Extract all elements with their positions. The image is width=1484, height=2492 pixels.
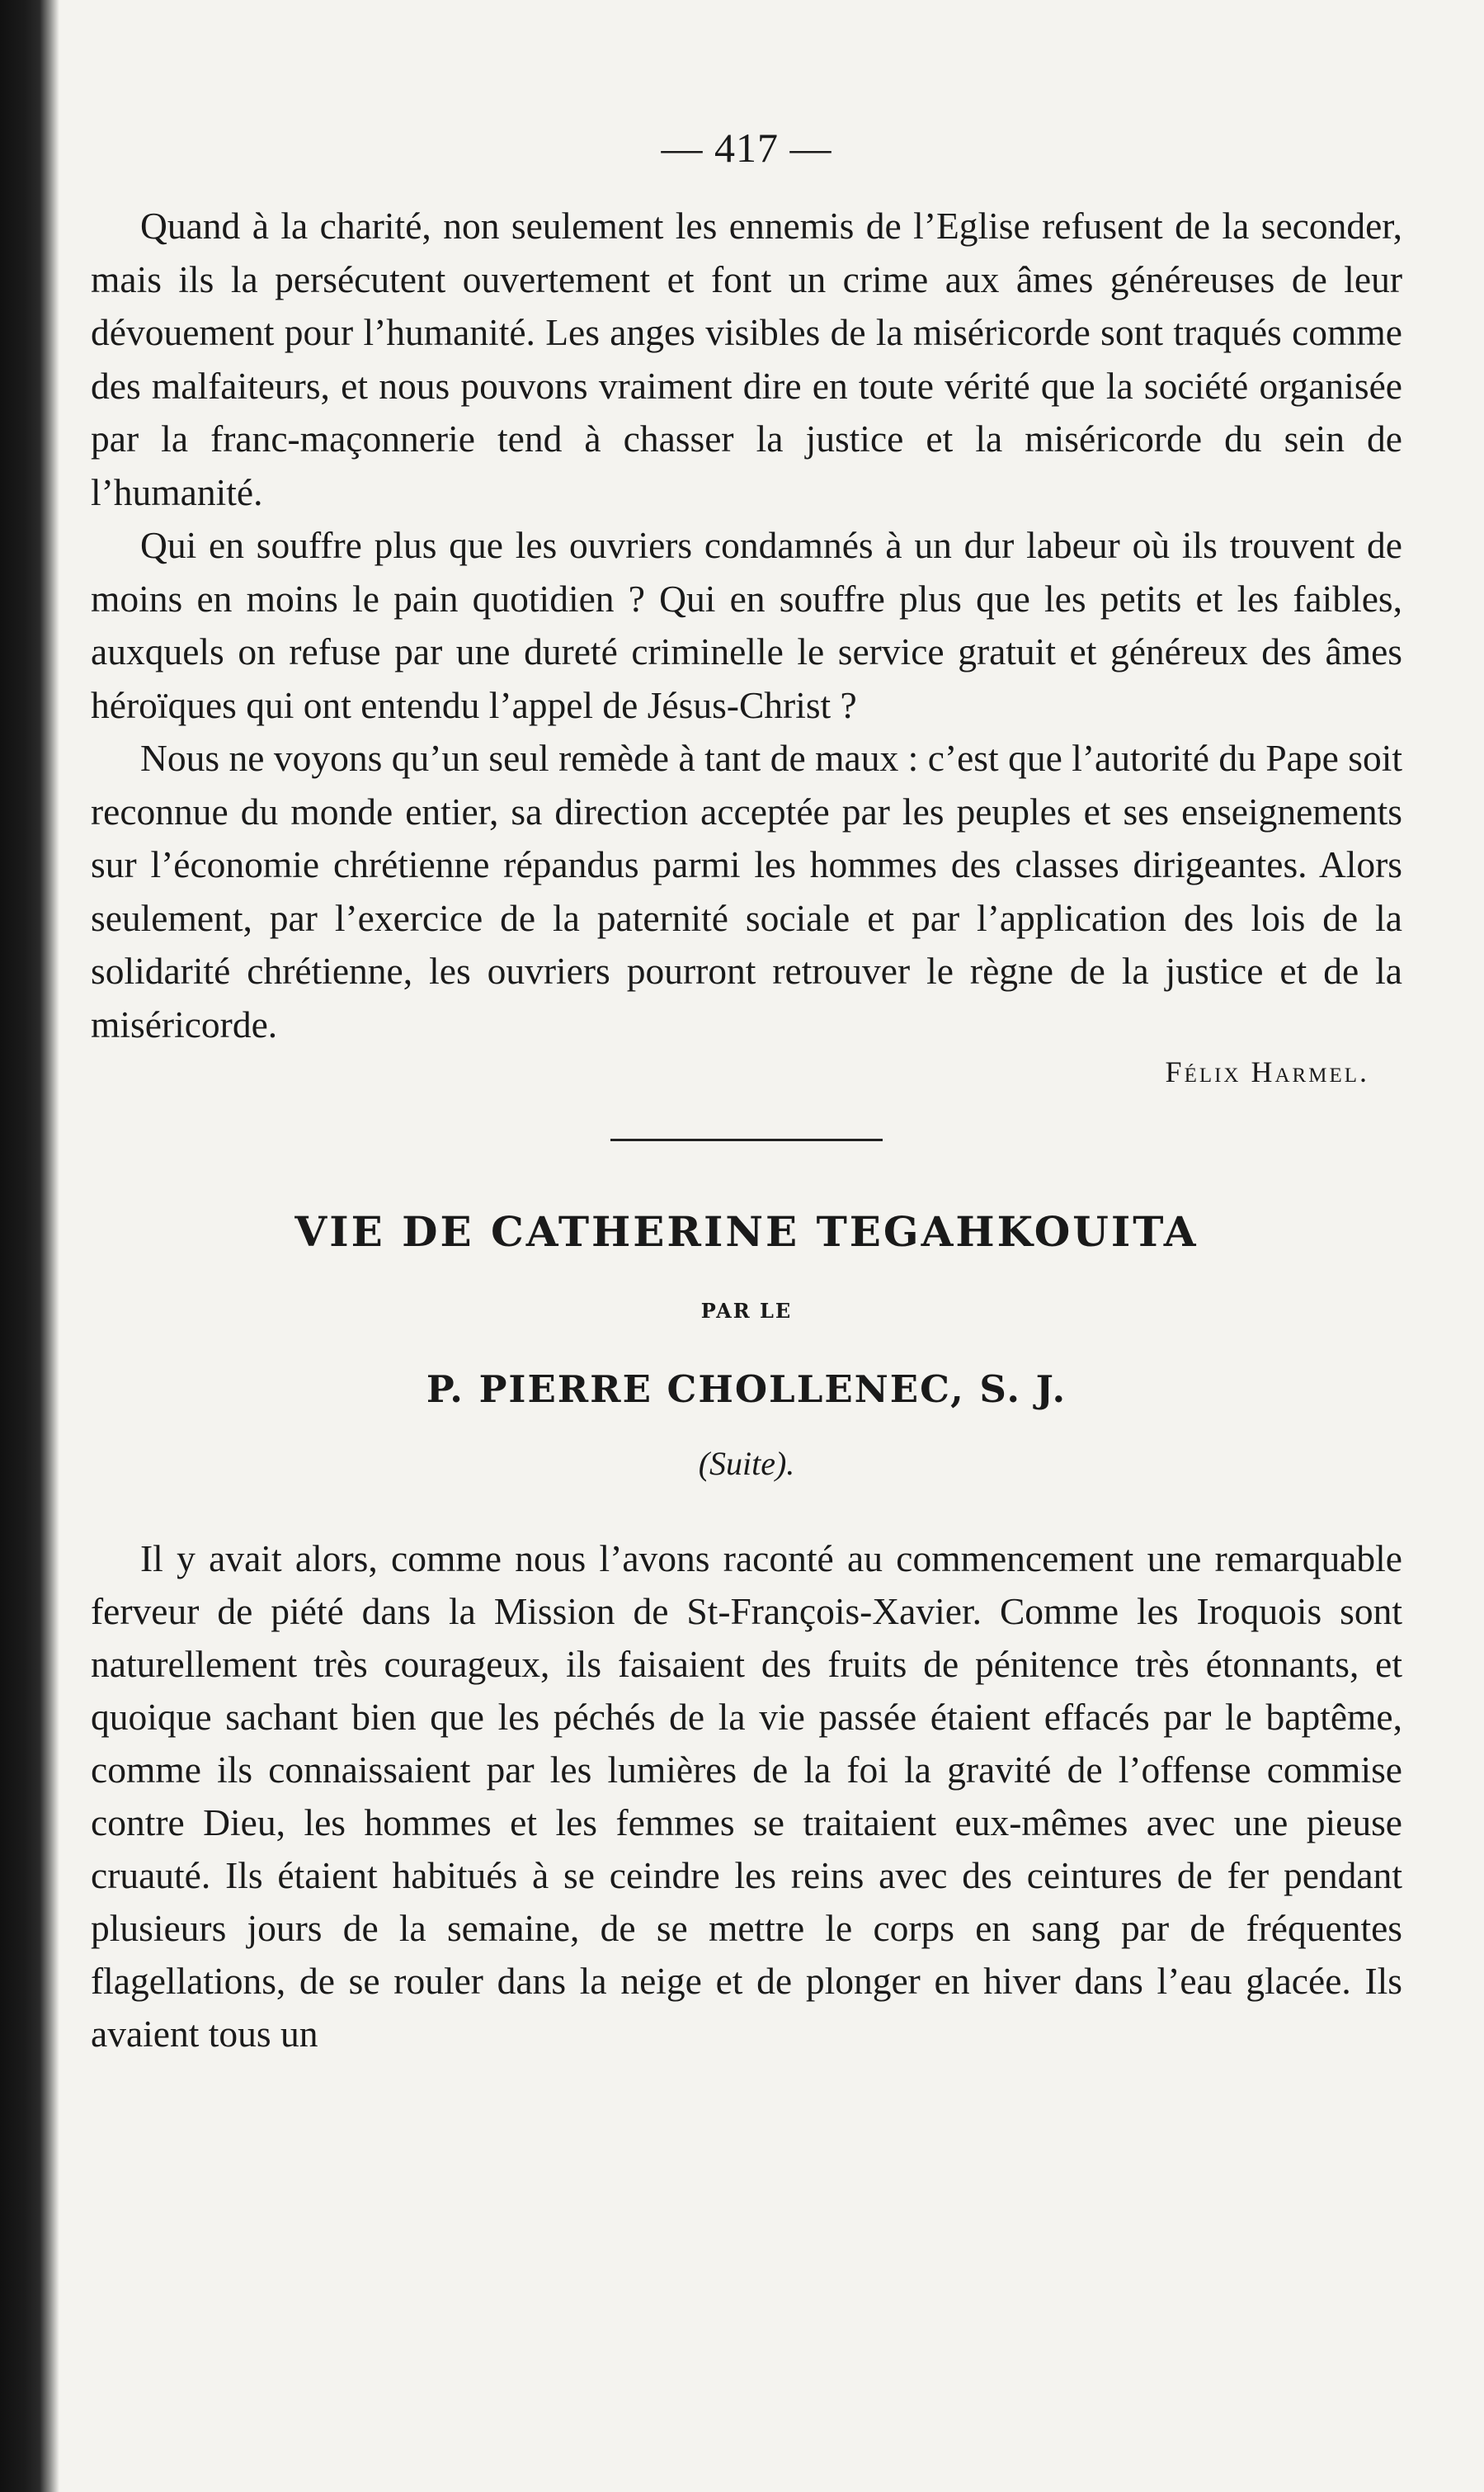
- paragraph: Qui en souffre plus que les ouvriers condamnés à un dur labeur où ils trouvent de moins en moins le pain quotidien ? Qui en souffre plus que les petits et les faibles, auxquels on refuse par une dureté criminelle le service gratuit et généreux des âmes héroïques qui ont entendu l’appel de Jésus-Christ ?: [91, 524, 1402, 726]
- document-page: [91, 124, 1402, 2060]
- author-signature: Félix Harmel.: [1165, 1055, 1369, 1088]
- article-ending: [91, 200, 1402, 1089]
- article-title: VIE DE CATHERINE TEGAHKOUITA: [294, 1207, 1199, 1256]
- paragraph: Quand à la charité, non seulement les ennemis de l’Eglise refusent de la seconder, mais ils la persécutent ouvertement et font un crime aux âmes généreuses de leur dévouement pour l’humanité. Les anges visibles de la miséricorde sont traqués comme des malfaiteurs, et nous pouvons vraiment dire en toute vérité que la société organisée par la franc-maçonnerie tend à chasser la justice et la miséricorde du sein de l’humanité.: [91, 205, 1402, 513]
- paragraph: Nous ne voyons qu’un seul remède à tant de maux : c’est que l’autorité du Pape soit reconnue du monde entier, sa direction acceptée par les peuples et ses enseignements sur l’économie chrétienne répandus parmi les hommes des classes dirigeantes. Alors seulement, par l’exercice de la paternité sociale et par l’application des lois de la solidarité chrétienne, les ouvriers pourront retrouver le règne de la justice et de la miséricorde.: [91, 737, 1402, 1045]
- continued-note: [91, 1444, 1402, 1483]
- continued-label: (Suite).: [698, 1445, 795, 1482]
- page-binding-edge: [0, 0, 59, 2492]
- byline-prefix: PAR LE: [700, 1299, 793, 1323]
- section-divider: [610, 1139, 883, 1141]
- article: [91, 1207, 1402, 2060]
- article-author: P. PIERRE CHOLLENEC, S. J.: [426, 1367, 1067, 1411]
- paragraph: Il y avait alors, comme nous l’avons raconté au commencement une remarquable ferveur de piété dans la Mission de St-François-Xavier. Comme les Iroquois sont naturellement très courageux, ils faisaient des fruits de pénitence très étonnants, et quoique sachant bien que les péchés de la vie passée étaient effacés par le baptême, comme ils connaissaient par les lumières de la foi la gravité de l’offense commise contre Dieu, les hommes et les femmes se traitaient eux-mêmes avec une pieuse cruauté. Ils étaient habitués à se ceindre les reins avec des ceintures de fer pendant plusieurs jours de la semaine, de se mettre le corps en sang par de fréquentes flagellations, de se rouler dans la neige et de plonger en hiver dans l’eau glacée. Ils avaient tous un: [91, 1537, 1402, 2055]
- page-number: — 417 —: [661, 125, 832, 171]
